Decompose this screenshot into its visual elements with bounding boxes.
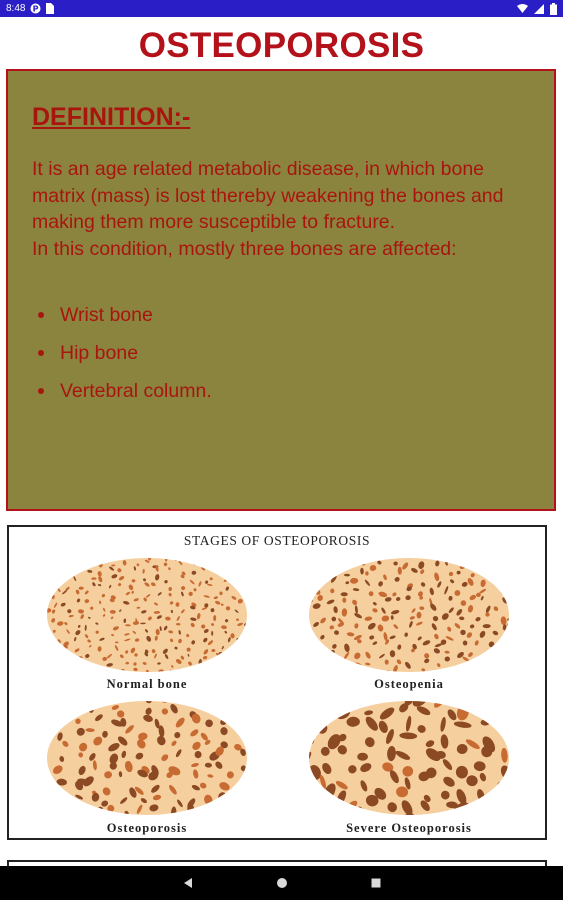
bone-pore xyxy=(79,670,83,674)
bone-pore xyxy=(75,556,80,557)
bone-pore xyxy=(506,571,510,575)
bone-pore xyxy=(307,591,308,596)
stages-image-title: STAGES OF OSTEOPOROSIS xyxy=(183,533,371,548)
bone-pore xyxy=(238,816,248,817)
bone-pore xyxy=(235,649,239,655)
definition-paragraph: It is an age related metabolic disease, in which bone matrix (mass) is lost thereby weakening the bones and making them more susceptible to fracture. xyxy=(32,158,504,234)
bone-pore xyxy=(467,699,480,703)
bone-pore xyxy=(357,753,368,761)
bone-pore xyxy=(50,643,57,648)
bone-pore xyxy=(247,739,249,747)
sim-icon xyxy=(46,3,54,14)
bone-pore xyxy=(45,699,57,706)
battery-icon xyxy=(550,3,557,15)
bone-pore xyxy=(89,699,98,706)
bone-pore xyxy=(247,643,249,650)
bone-pore xyxy=(103,815,113,817)
bone-pore xyxy=(64,661,71,668)
bone-pore xyxy=(45,572,47,576)
bullet-icon xyxy=(38,350,44,356)
bone-pore xyxy=(314,705,327,718)
list-item xyxy=(38,296,530,334)
bone-pore xyxy=(45,705,48,717)
bone-pore xyxy=(394,556,402,557)
recents-icon[interactable] xyxy=(364,871,388,895)
bone-pore xyxy=(328,673,335,674)
osteoporosis-bone-illustration xyxy=(45,699,249,817)
bone-pore xyxy=(247,593,249,597)
bone-pore xyxy=(454,671,462,674)
bone-pore xyxy=(45,815,53,817)
bone-pore xyxy=(458,672,467,674)
bone-pore xyxy=(449,556,455,563)
bone-pore xyxy=(209,671,213,674)
bone-pore xyxy=(204,699,213,700)
stage-label: Severe Osteoporosis xyxy=(346,821,472,835)
bone-pore xyxy=(240,724,249,734)
bone-pore xyxy=(52,699,64,704)
bone-pore xyxy=(492,707,508,723)
bone-pore xyxy=(45,775,51,784)
bone-pore xyxy=(238,670,242,672)
bone-pore xyxy=(45,597,47,603)
bone-pore xyxy=(203,672,208,674)
bone-pore xyxy=(45,752,47,761)
stages-image xyxy=(7,525,547,840)
bullet-icon xyxy=(38,312,44,318)
stage-label: Osteoporosis xyxy=(106,821,188,835)
bone-pore xyxy=(189,671,192,674)
bone-pore xyxy=(232,656,236,661)
bone-pore xyxy=(45,578,46,583)
bone-pore xyxy=(505,671,511,674)
bone-pore xyxy=(177,669,182,671)
bone-pore xyxy=(501,651,506,657)
bone-pore xyxy=(503,806,511,817)
bone-pore xyxy=(51,665,55,669)
bone-pore xyxy=(505,699,511,701)
bone-pore xyxy=(45,669,48,674)
bone-pore xyxy=(320,665,326,674)
bone-pore xyxy=(242,659,248,665)
bone-pore xyxy=(243,586,246,590)
bone-pore xyxy=(52,556,58,558)
bone-pore xyxy=(345,660,348,666)
bone-pore xyxy=(340,669,344,674)
bone-pore xyxy=(307,796,314,814)
bone-pore xyxy=(211,561,215,567)
bone-pore xyxy=(402,556,409,557)
bone-pore xyxy=(510,642,511,651)
bone-pore xyxy=(45,804,52,813)
bone-pore xyxy=(307,776,310,790)
bone-pore xyxy=(325,573,331,579)
svg-text:P: P xyxy=(33,4,39,14)
definition-text xyxy=(32,156,512,262)
bone-pore xyxy=(327,800,335,817)
bone-pore xyxy=(45,741,46,752)
bone-pore xyxy=(56,569,62,575)
bone-pore xyxy=(501,789,511,803)
bone-pore xyxy=(242,654,245,660)
bone-pore xyxy=(79,663,86,669)
bone-pore xyxy=(199,561,203,566)
bone-pore xyxy=(50,564,53,567)
bone-pore xyxy=(367,670,375,674)
bone-pore xyxy=(504,558,511,565)
bone-pore xyxy=(70,699,81,706)
list-item-label: Hip bone xyxy=(60,342,139,365)
bone-pore xyxy=(45,720,53,730)
bone-pore xyxy=(332,657,340,666)
bone-pore xyxy=(501,661,508,666)
bone-pore xyxy=(71,807,86,817)
bone-pore xyxy=(487,815,498,817)
definition-heading: DEFINITION:- xyxy=(32,103,191,131)
bone-pore xyxy=(314,657,321,664)
bone-pore xyxy=(54,576,59,581)
bone-pore xyxy=(498,557,508,566)
bone-pore xyxy=(487,699,503,709)
bone-pore xyxy=(377,699,395,702)
bone-pore xyxy=(215,805,224,817)
bone-pore xyxy=(329,556,334,557)
bone-pore xyxy=(247,642,249,645)
bone-pore xyxy=(498,666,505,674)
bone-pore xyxy=(310,556,313,558)
bone-pore xyxy=(63,653,66,659)
bone-pore xyxy=(486,649,494,657)
bone-pore xyxy=(393,562,397,566)
bone-pore xyxy=(221,564,226,569)
bone-pore xyxy=(309,652,312,657)
page-title: OSTEOPOROSIS xyxy=(138,26,425,65)
bone-pore xyxy=(484,656,488,663)
notification-icon xyxy=(30,3,41,14)
bone-pore xyxy=(241,561,248,568)
bone-pore xyxy=(226,659,232,666)
bone-pore xyxy=(487,702,499,714)
bone-pore xyxy=(500,639,506,645)
bone-pore xyxy=(317,580,323,583)
list-item-label: Wrist bone xyxy=(60,304,153,327)
bone-pore xyxy=(438,670,443,674)
bone-pore xyxy=(184,556,190,559)
bone-pore xyxy=(89,672,96,674)
bone-pore xyxy=(58,793,70,806)
definition-paragraph-2: In this condition, mostly three bones are affected: xyxy=(32,237,457,260)
bone-pore xyxy=(235,791,241,796)
bone-pore xyxy=(45,563,46,569)
bone-pore xyxy=(475,658,481,664)
bone-pore xyxy=(233,660,239,667)
bone-pore xyxy=(209,662,216,669)
bone-pore xyxy=(233,800,243,809)
bone-pore xyxy=(473,560,482,565)
bone-pore xyxy=(309,699,320,701)
bone-pore xyxy=(465,556,475,557)
bone-pore xyxy=(98,699,111,706)
bone-pore xyxy=(242,556,246,561)
bone-pore xyxy=(494,712,509,730)
bone-pore xyxy=(366,556,373,557)
bone-pore xyxy=(203,812,214,817)
bone-pore xyxy=(328,560,333,564)
definition-card xyxy=(6,69,556,511)
bone-pore xyxy=(236,581,239,584)
bone-pore xyxy=(223,709,230,715)
bone-pore xyxy=(248,770,249,782)
bone-pore xyxy=(307,721,312,737)
bone-pore xyxy=(321,568,325,574)
bone-pore xyxy=(61,569,67,576)
bone-pore xyxy=(242,569,245,572)
bone-pore xyxy=(247,614,249,621)
bone-pore xyxy=(484,565,490,569)
bone-pore xyxy=(45,730,53,735)
bone-pore xyxy=(95,665,98,669)
bone-pore xyxy=(317,557,323,566)
bone-pore xyxy=(481,670,488,674)
bone-pore xyxy=(221,699,229,707)
bone-pore xyxy=(60,707,70,716)
bone-pore xyxy=(307,670,308,674)
bone-pore xyxy=(472,670,477,674)
list-item-label: Vertebral column. xyxy=(60,380,212,403)
bone-pore xyxy=(47,557,51,561)
bone-pore xyxy=(356,670,363,674)
bone-pore xyxy=(431,556,437,557)
list-item xyxy=(38,334,530,372)
bone-pore xyxy=(235,583,240,587)
bone-pore xyxy=(307,644,309,649)
bone-pore xyxy=(307,782,310,800)
navigation-bar xyxy=(0,866,563,900)
bone-pore xyxy=(142,816,154,817)
bone-pore xyxy=(45,763,48,775)
bone-pore xyxy=(232,704,242,714)
bone-pore xyxy=(50,671,54,674)
bone-pore xyxy=(70,562,73,566)
bone-pore xyxy=(456,556,463,559)
bone-pore xyxy=(73,704,85,714)
bone-pore xyxy=(206,699,220,712)
bone-pore xyxy=(76,561,81,565)
bone-pore xyxy=(447,816,460,817)
bone-pore xyxy=(169,699,183,703)
bone-pore xyxy=(446,670,456,674)
bone-pore xyxy=(225,670,230,674)
bone-pore xyxy=(45,663,50,670)
bone-pore xyxy=(185,699,194,703)
affected-bones-list xyxy=(32,296,530,410)
bone-pore xyxy=(355,699,365,703)
bone-pore xyxy=(211,631,213,636)
status-time: 8:48 xyxy=(6,3,26,14)
bone-pore xyxy=(87,556,92,557)
list-item xyxy=(38,372,530,410)
signal-icon xyxy=(534,4,544,14)
bone-pore xyxy=(45,782,52,788)
back-icon[interactable] xyxy=(176,871,200,895)
bone-pore xyxy=(111,556,115,560)
bone-pore xyxy=(208,558,212,561)
bone-pore xyxy=(230,556,234,557)
bone-pore xyxy=(220,569,223,572)
stage-label: Normal bone xyxy=(106,677,188,691)
bone-pore xyxy=(51,787,63,799)
bone-pore xyxy=(358,556,364,563)
bone-pore xyxy=(319,556,327,559)
bone-pore xyxy=(45,586,47,593)
bone-pore xyxy=(69,672,73,674)
bone-pore xyxy=(244,577,249,584)
bone-pore xyxy=(509,584,511,587)
bone-pore xyxy=(482,805,497,814)
bone-pore xyxy=(211,567,217,571)
osteopenia-bone-illustration xyxy=(307,556,511,674)
bone-pore xyxy=(501,556,508,562)
bone-pore xyxy=(98,669,102,674)
bone-pore xyxy=(246,597,249,604)
normal-bone-illustration xyxy=(45,556,249,674)
stage-label: Osteopenia xyxy=(374,677,444,691)
bone-pore xyxy=(235,811,246,817)
bone-pore xyxy=(331,669,338,674)
bone-pore xyxy=(63,802,71,814)
wifi-icon xyxy=(517,4,528,13)
bone-pore xyxy=(154,556,158,557)
bone-pore xyxy=(49,652,55,658)
bone-pore xyxy=(325,699,334,707)
status-bar xyxy=(0,0,563,17)
severe-osteoporosis-bone-illustration xyxy=(307,699,511,817)
bone-pore xyxy=(241,713,245,723)
bone-pore xyxy=(113,669,116,674)
bone-pore xyxy=(485,556,490,561)
bone-pore xyxy=(343,563,350,571)
bone-pore xyxy=(307,569,311,576)
bone-pore xyxy=(45,798,52,806)
bone-pore xyxy=(510,629,511,637)
bone-pore xyxy=(307,706,319,722)
bone-pore xyxy=(317,647,325,655)
bone-pore xyxy=(45,643,48,648)
bone-pore xyxy=(337,699,350,709)
bone-pore xyxy=(234,573,237,576)
home-icon[interactable] xyxy=(270,871,294,895)
bullet-icon xyxy=(38,388,44,394)
bone-pore xyxy=(63,574,70,580)
bone-pore xyxy=(201,556,207,560)
bone-pore xyxy=(247,669,249,674)
bone-pore xyxy=(247,607,249,611)
bone-pore xyxy=(234,560,238,564)
bone-pore xyxy=(500,571,508,574)
